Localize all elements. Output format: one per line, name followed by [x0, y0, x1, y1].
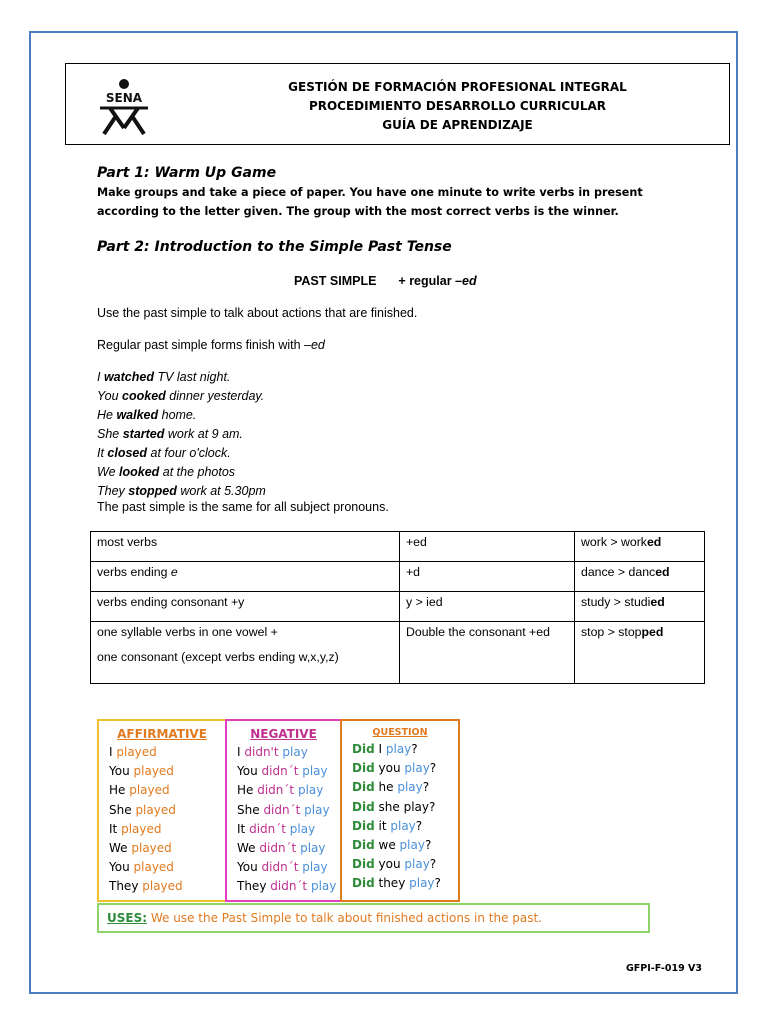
- negative-title: NEGATIVE: [250, 727, 317, 741]
- list-item: He didn´t play: [237, 783, 324, 798]
- examples-list: [97, 368, 266, 501]
- affirmative-box: [97, 719, 227, 902]
- list-item: Did we play?: [352, 837, 432, 852]
- table-row: [91, 622, 705, 684]
- list-item: You played: [109, 764, 174, 779]
- part1-title: Part 1: Warm Up Game: [97, 165, 277, 181]
- regular-line-ed: ed: [310, 338, 325, 352]
- list-item: Did I play?: [352, 742, 418, 756]
- header-line-2: PROCEDIMIENTO DESARROLLO CURRICULAR: [308, 99, 607, 113]
- list-item: Did you play?: [352, 761, 437, 776]
- list-item: We didn´t play: [237, 840, 326, 855]
- past-simple-main: PAST SIMPLE: [294, 274, 377, 288]
- uses-text: We use the Past Simple to talk about finished actions in the past.: [147, 911, 543, 925]
- list-item: You played: [109, 860, 174, 875]
- past-simple-ed: ed: [462, 274, 477, 288]
- rule-cell: verbs ending e: [91, 562, 400, 592]
- uses-box: [97, 903, 650, 933]
- change-cell: +d: [400, 562, 575, 592]
- list-item: You didn´t play: [237, 764, 328, 779]
- list-item: Did they play?: [352, 876, 441, 891]
- example-sentence: She started work at 9 am.: [97, 427, 243, 441]
- list-item: Did you play?: [352, 857, 437, 872]
- example-cell: stop > stopped: [575, 622, 705, 684]
- header-line-3: GUÍA DE APRENDIZAJE: [382, 118, 533, 132]
- regular-line-text: Regular past simple forms finish with –: [97, 338, 311, 352]
- table-row: [91, 532, 705, 562]
- part1-body: Make groups and take a piece of paper. You have one minute to write verbs in present according to the letter given. The group with the most correct verbs is the winner.: [97, 186, 643, 218]
- past-simple-label: [294, 274, 477, 288]
- list-item: You didn´t play: [237, 860, 328, 875]
- sena-logo: [96, 78, 152, 136]
- example-cell: study > studied: [575, 592, 705, 622]
- question-box: [340, 719, 460, 902]
- negative-box: [225, 719, 342, 902]
- list-item: It played: [109, 821, 162, 836]
- list-item: They played: [109, 879, 183, 894]
- intro-line: Use the past simple to talk about actions that are finished.: [97, 306, 418, 320]
- example-sentence: I watched TV last night.: [97, 370, 231, 384]
- footer-code: GFPI-F-019 V3: [626, 963, 702, 974]
- example-sentence: It closed at four o'clock.: [97, 446, 231, 460]
- list-item: Did it play?: [352, 818, 423, 833]
- same-pronouns-line: The past simple is the same for all subject pronouns.: [97, 500, 389, 514]
- rule-cell: verbs ending consonant +y: [91, 592, 400, 622]
- list-item: She didn´t play: [237, 802, 330, 817]
- affirmative-title: AFFIRMATIVE: [117, 727, 207, 741]
- example-sentence: They stopped work at 5.30pm: [97, 484, 266, 498]
- list-item: It didn´t play: [237, 821, 316, 836]
- list-item: Did he play?: [352, 780, 430, 795]
- header-titles: [196, 78, 719, 135]
- list-item: They didn´t play: [237, 879, 337, 894]
- list-item: I didn't play: [237, 745, 308, 759]
- past-simple-plus: + regular –: [398, 274, 462, 288]
- list-item: Did she play?: [352, 799, 436, 814]
- list-item: He played: [109, 783, 170, 798]
- spelling-rules-table: [90, 531, 705, 684]
- example-cell: dance > danced: [575, 562, 705, 592]
- table-row: [91, 562, 705, 592]
- header-line-1: GESTIÓN DE FORMACIÓN PROFESIONAL INTEGRAL: [288, 80, 627, 94]
- example-sentence: You cooked dinner yesterday.: [97, 389, 265, 403]
- rule-cell: one syllable verbs in one vowel + one consonant (except verbs ending w,x,y,z): [91, 622, 400, 684]
- example-sentence: We looked at the photos: [97, 465, 236, 479]
- change-cell: y > ied: [400, 592, 575, 622]
- question-title: QUESTION: [372, 727, 428, 738]
- list-item: I played: [109, 745, 157, 759]
- example-cell: work > worked: [575, 532, 705, 562]
- regular-line: [97, 338, 325, 352]
- table-row: [91, 592, 705, 622]
- change-cell: Double the consonant +ed: [400, 622, 575, 684]
- list-item: She played: [109, 802, 176, 817]
- list-item: We played: [109, 840, 172, 855]
- document-header: [65, 63, 730, 145]
- rule-cell: most verbs: [91, 532, 400, 562]
- svg-text:SENA: SENA: [105, 91, 143, 105]
- change-cell: +ed: [400, 532, 575, 562]
- part2-title: Part 2: Introduction to the Simple Past Tense: [97, 239, 452, 255]
- uses-label: USES:: [107, 911, 148, 925]
- example-sentence: He walked home.: [97, 408, 197, 422]
